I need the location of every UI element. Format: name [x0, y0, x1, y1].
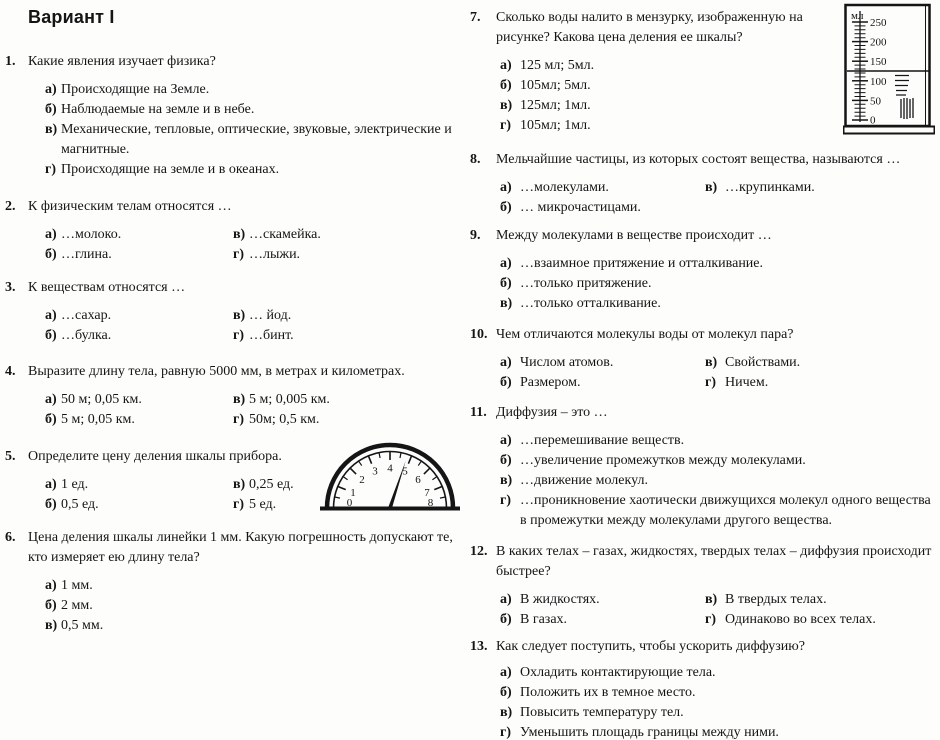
- option-letter: в): [233, 392, 246, 407]
- option-text: 105мл; 5мл.: [520, 78, 591, 93]
- option-letter: а): [45, 227, 57, 242]
- question-1-number: 1.: [5, 54, 16, 69]
- option-letter: б): [500, 612, 512, 627]
- question-3: [5, 278, 463, 346]
- option-letter: г): [705, 612, 717, 627]
- option-letter: а): [500, 355, 512, 370]
- question-13-option-a: [500, 663, 938, 683]
- left-column: [5, 0, 463, 636]
- question-9-number: 9.: [470, 228, 481, 243]
- option-text: 105мл; 1мл.: [520, 118, 591, 133]
- question-5-text: Определите цену деления шкалы прибора.: [28, 449, 282, 464]
- question-4-text: Выразите длину тела, равную 5000 мм, в метрах и километрах.: [28, 364, 405, 379]
- gauge-number-1: 1: [350, 487, 356, 499]
- gauge-number-5: 5: [402, 465, 408, 478]
- option-text: 0,5 мм.: [61, 618, 104, 633]
- option-letter: а): [500, 665, 512, 680]
- option-letter: г): [500, 118, 512, 133]
- question-12-options: [496, 590, 938, 630]
- question-13-options: [496, 663, 938, 740]
- option-letter: в): [233, 477, 246, 492]
- option-letter: в): [500, 473, 513, 488]
- option-text: … микрочастицами.: [520, 200, 641, 215]
- option-letter: в): [705, 355, 718, 370]
- gauge-number-8: 8: [427, 497, 434, 509]
- option-text: Одинаково во всех телах.: [725, 612, 876, 627]
- option-text: …только притяжение.: [520, 276, 652, 291]
- option-text: Механические, тепловые, оптические, звуковые, электрические и магнитные.: [61, 122, 452, 157]
- option-text: … йод.: [249, 308, 292, 323]
- option-text: …молоко.: [61, 227, 122, 242]
- option-letter: в): [45, 122, 58, 137]
- option-text: …увеличение промежутков между молекулами.: [520, 453, 806, 468]
- question-12-option-g: [705, 610, 938, 630]
- option-letter: б): [45, 247, 57, 262]
- option-letter: б): [500, 685, 512, 700]
- option-text: В газах.: [520, 612, 568, 627]
- question-13-option-b: [500, 683, 938, 703]
- option-text: Числом атомов.: [520, 355, 614, 370]
- gauge-number-3: 3: [372, 465, 378, 478]
- option-letter: г): [705, 375, 717, 390]
- question-4-option-a: [45, 390, 233, 410]
- option-letter: б): [500, 276, 512, 291]
- measuring-cylinder-figure: [843, 2, 935, 138]
- option-text: …бинт.: [249, 328, 294, 343]
- cylinder-scale: [852, 11, 868, 122]
- option-text: …проникновение хаотически движущихся молекул одного вещества в промежутки между молекулами другого вещества.: [520, 493, 931, 528]
- page-title: Вариант I: [28, 7, 115, 27]
- option-letter: а): [45, 82, 57, 97]
- option-text: 1 мм.: [61, 578, 93, 593]
- question-9-option-v: [500, 294, 938, 314]
- question-3-option-b: [45, 326, 233, 346]
- option-text: Положить их в темное место.: [520, 685, 696, 700]
- option-letter: а): [500, 58, 512, 73]
- option-letter: г): [233, 497, 245, 512]
- question-7-text: Сколько воды налито в мензурку, изображенную на рисунке? Какова цена деления ее шкалы?: [496, 10, 803, 45]
- question-4-number: 4.: [5, 364, 16, 379]
- gauge-number-7: 7: [424, 487, 430, 499]
- option-letter: г): [233, 412, 245, 427]
- question-11-option-g: [500, 491, 938, 531]
- option-text: Наблюдаемые на земле и в небе.: [61, 102, 255, 117]
- question-3-options: [28, 306, 463, 346]
- question-2-text: К физическим телам относятся …: [28, 199, 232, 214]
- option-letter: г): [45, 162, 57, 177]
- option-text: В жидкостях.: [520, 592, 600, 607]
- question-9-option-a: [500, 254, 938, 274]
- question-11-option-b: [500, 451, 938, 471]
- question-13: [470, 637, 938, 740]
- question-10-text: Чем отличаются молекулы воды от молекул пара?: [496, 327, 794, 342]
- question-10-option-g: [705, 373, 938, 393]
- option-letter: а): [45, 392, 57, 407]
- question-1-option-g: [45, 160, 463, 180]
- option-text: …молекулами.: [520, 180, 609, 195]
- question-4: [5, 362, 463, 430]
- option-text: В твердых телах.: [725, 592, 827, 607]
- option-text: …крупинками.: [725, 180, 815, 195]
- option-letter: в): [233, 308, 246, 323]
- question-10-body: [496, 325, 938, 393]
- question-1-option-b: [45, 100, 463, 120]
- option-text: Происходящие на Земле.: [61, 82, 210, 97]
- question-12-body: [496, 542, 938, 630]
- question-5-option-b: [45, 495, 233, 515]
- option-letter: б): [45, 102, 57, 117]
- ml-unit-label: мл: [851, 10, 864, 22]
- option-text: 5 ед.: [249, 497, 277, 512]
- option-letter: г): [500, 725, 512, 740]
- option-letter: а): [45, 578, 57, 593]
- option-text: 125мл; 1мл.: [520, 98, 591, 113]
- option-text: …взаимное притяжение и отталкивание.: [520, 256, 764, 271]
- option-letter: а): [500, 433, 512, 448]
- gauge-number-2: 2: [359, 474, 365, 486]
- option-letter: б): [45, 412, 57, 427]
- option-text: …движение молекул.: [520, 473, 648, 488]
- option-text: 5 м; 0,005 км.: [249, 392, 330, 407]
- question-11-option-a: [500, 431, 938, 451]
- question-10-option-b: [500, 373, 705, 393]
- question-8-option-a: [500, 178, 705, 198]
- option-letter: в): [705, 592, 718, 607]
- question-3-number: 3.: [5, 280, 16, 295]
- option-letter: в): [500, 705, 513, 720]
- question-6-body: [28, 528, 463, 636]
- option-text: Охладить контактирующие тела.: [520, 665, 716, 680]
- question-1-text: Какие явления изучает физика?: [28, 54, 216, 69]
- question-11-body: [496, 403, 938, 531]
- option-text: …скамейка.: [249, 227, 321, 242]
- question-8-option-b: [500, 198, 705, 218]
- question-8-options: [496, 178, 938, 218]
- question-9-options: [496, 254, 938, 314]
- gauge-number-4: 4: [387, 462, 393, 475]
- question-10-number: 10.: [470, 327, 488, 342]
- question-12-option-v: [705, 590, 938, 610]
- question-8: [470, 150, 938, 218]
- option-text: 50м; 0,5 км.: [249, 412, 320, 427]
- option-text: Ничем.: [725, 375, 769, 390]
- question-5-number: 5.: [5, 449, 16, 464]
- question-1-option-v: [45, 120, 463, 160]
- option-letter: б): [500, 375, 512, 390]
- option-text: Повысить температуру тел.: [520, 705, 684, 720]
- question-11-number: 11.: [470, 405, 487, 420]
- option-text: Уменьшить площадь границы между ними.: [520, 725, 779, 740]
- question-3-text: К веществам относятся …: [28, 280, 186, 295]
- gauge-number-6: 6: [415, 474, 421, 486]
- option-letter: в): [500, 98, 513, 113]
- option-letter: г): [500, 493, 512, 508]
- option-text: Размером.: [520, 375, 581, 390]
- option-letter: в): [233, 227, 246, 242]
- option-text: 0,25 ед.: [249, 477, 294, 492]
- option-letter: б): [45, 497, 57, 512]
- question-11-option-v: [500, 471, 938, 491]
- option-letter: в): [45, 618, 58, 633]
- question-2-option-b: [45, 245, 233, 265]
- question-10: [470, 325, 938, 393]
- question-9-option-b: [500, 274, 938, 294]
- option-text: …булка.: [61, 328, 112, 343]
- question-2-option-a: [45, 225, 233, 245]
- question-11-text: Диффузия – это …: [496, 405, 608, 420]
- option-letter: б): [500, 78, 512, 93]
- question-3-option-a: [45, 306, 233, 326]
- option-letter: а): [45, 308, 57, 323]
- scale-label-150: 150: [870, 56, 887, 69]
- option-letter: б): [45, 598, 57, 613]
- question-12-number: 12.: [470, 544, 488, 559]
- gauge-number-0: 0: [346, 497, 353, 509]
- question-13-body: [496, 637, 938, 740]
- option-letter: б): [500, 200, 512, 215]
- option-letter: б): [45, 328, 57, 343]
- question-13-option-v: [500, 703, 938, 723]
- option-letter: а): [500, 256, 512, 271]
- option-text: 0,5 ед.: [61, 497, 99, 512]
- option-text: Свойствами.: [725, 355, 801, 370]
- option-text: 125 мл; 5мл.: [520, 58, 595, 73]
- question-3-body: [28, 278, 463, 346]
- question-11: [470, 403, 938, 531]
- question-6-option-v: [45, 616, 463, 636]
- option-letter: а): [45, 477, 57, 492]
- question-2: [5, 197, 463, 265]
- dial-gauge-figure: [316, 436, 464, 514]
- question-10-options: [496, 353, 938, 393]
- question-4-option-b: [45, 410, 233, 430]
- measuring-cylinder-svg: [843, 2, 935, 138]
- option-text: 5 м; 0,05 км.: [61, 412, 135, 427]
- option-letter: в): [500, 296, 513, 311]
- option-text: Происходящие на земле и в океанах.: [61, 162, 280, 177]
- question-10-option-v: [705, 353, 938, 373]
- option-text: …глина.: [61, 247, 112, 262]
- question-1-option-a: [45, 80, 463, 100]
- question-4-options: [28, 390, 463, 430]
- option-letter: г): [233, 328, 245, 343]
- option-letter: а): [500, 180, 512, 195]
- option-letter: г): [233, 247, 245, 262]
- question-8-option-v: [705, 178, 938, 198]
- question-10-option-a: [500, 353, 705, 373]
- scale-label-200: 200: [870, 36, 887, 49]
- question-1: [5, 52, 463, 180]
- scale-label-50: 50: [870, 95, 881, 108]
- question-11-options: [496, 431, 938, 531]
- scale-label-250: 250: [870, 17, 887, 29]
- question-3-option-v: [233, 306, 463, 326]
- option-text: 2 мм.: [61, 598, 93, 613]
- question-9-text: Между молекулами в веществе происходит …: [496, 228, 772, 243]
- question-8-body: [496, 150, 938, 218]
- question-1-body: [28, 52, 463, 180]
- option-text: …только отталкивание.: [520, 296, 661, 311]
- option-text: …перемешивание веществ.: [520, 433, 685, 448]
- option-letter: в): [705, 180, 718, 195]
- question-9: [470, 226, 938, 314]
- question-6: [5, 528, 463, 636]
- question-12-option-a: [500, 590, 705, 610]
- question-5-option-a: [45, 475, 233, 495]
- question-6-number: 6.: [5, 530, 16, 545]
- question-6-options: [28, 576, 463, 636]
- question-6-option-a: [45, 576, 463, 596]
- question-1-options: [28, 80, 463, 180]
- option-text: …лыжи.: [249, 247, 301, 262]
- water-hatch: [895, 76, 913, 120]
- scale-label-0: 0: [870, 114, 876, 127]
- option-text: …сахар.: [61, 308, 112, 323]
- option-text: 50 м; 0,05 км.: [61, 392, 142, 407]
- question-13-option-g: [500, 723, 938, 740]
- question-6-option-b: [45, 596, 463, 616]
- scale-label-100: 100: [870, 75, 887, 88]
- question-2-options: [28, 225, 463, 265]
- question-12-option-b: [500, 610, 705, 630]
- question-3-option-g: [233, 326, 463, 346]
- question-4-option-v: [233, 390, 463, 410]
- question-9-body: [496, 226, 938, 314]
- question-13-text: Как следует поступить, чтобы ускорить диффузию?: [496, 639, 805, 654]
- question-13-number: 13.: [470, 639, 488, 654]
- question-12-text: В каких телах – газах, жидкостях, твердых телах – диффузия происходит быстрее?: [496, 544, 932, 579]
- question-7-number: 7.: [470, 10, 481, 25]
- question-2-option-v: [233, 225, 463, 245]
- dial-gauge-svg: [316, 436, 464, 514]
- question-8-number: 8.: [470, 152, 481, 167]
- option-text: 1 ед.: [61, 477, 89, 492]
- question-8-text: Мельчайшие частицы, из которых состоят вещества, называются …: [496, 152, 901, 167]
- question-2-body: [28, 197, 463, 265]
- question-4-body: [28, 362, 463, 430]
- question-2-number: 2.: [5, 199, 16, 214]
- question-6-text: Цена деления шкалы линейки 1 мм. Какую погрешность допускают те, кто измеряет ею длину тела?: [28, 530, 453, 565]
- cylinder-base: [844, 127, 935, 134]
- option-letter: б): [500, 453, 512, 468]
- question-12: [470, 542, 938, 630]
- question-4-option-g: [233, 410, 463, 430]
- question-2-option-g: [233, 245, 463, 265]
- option-letter: а): [500, 592, 512, 607]
